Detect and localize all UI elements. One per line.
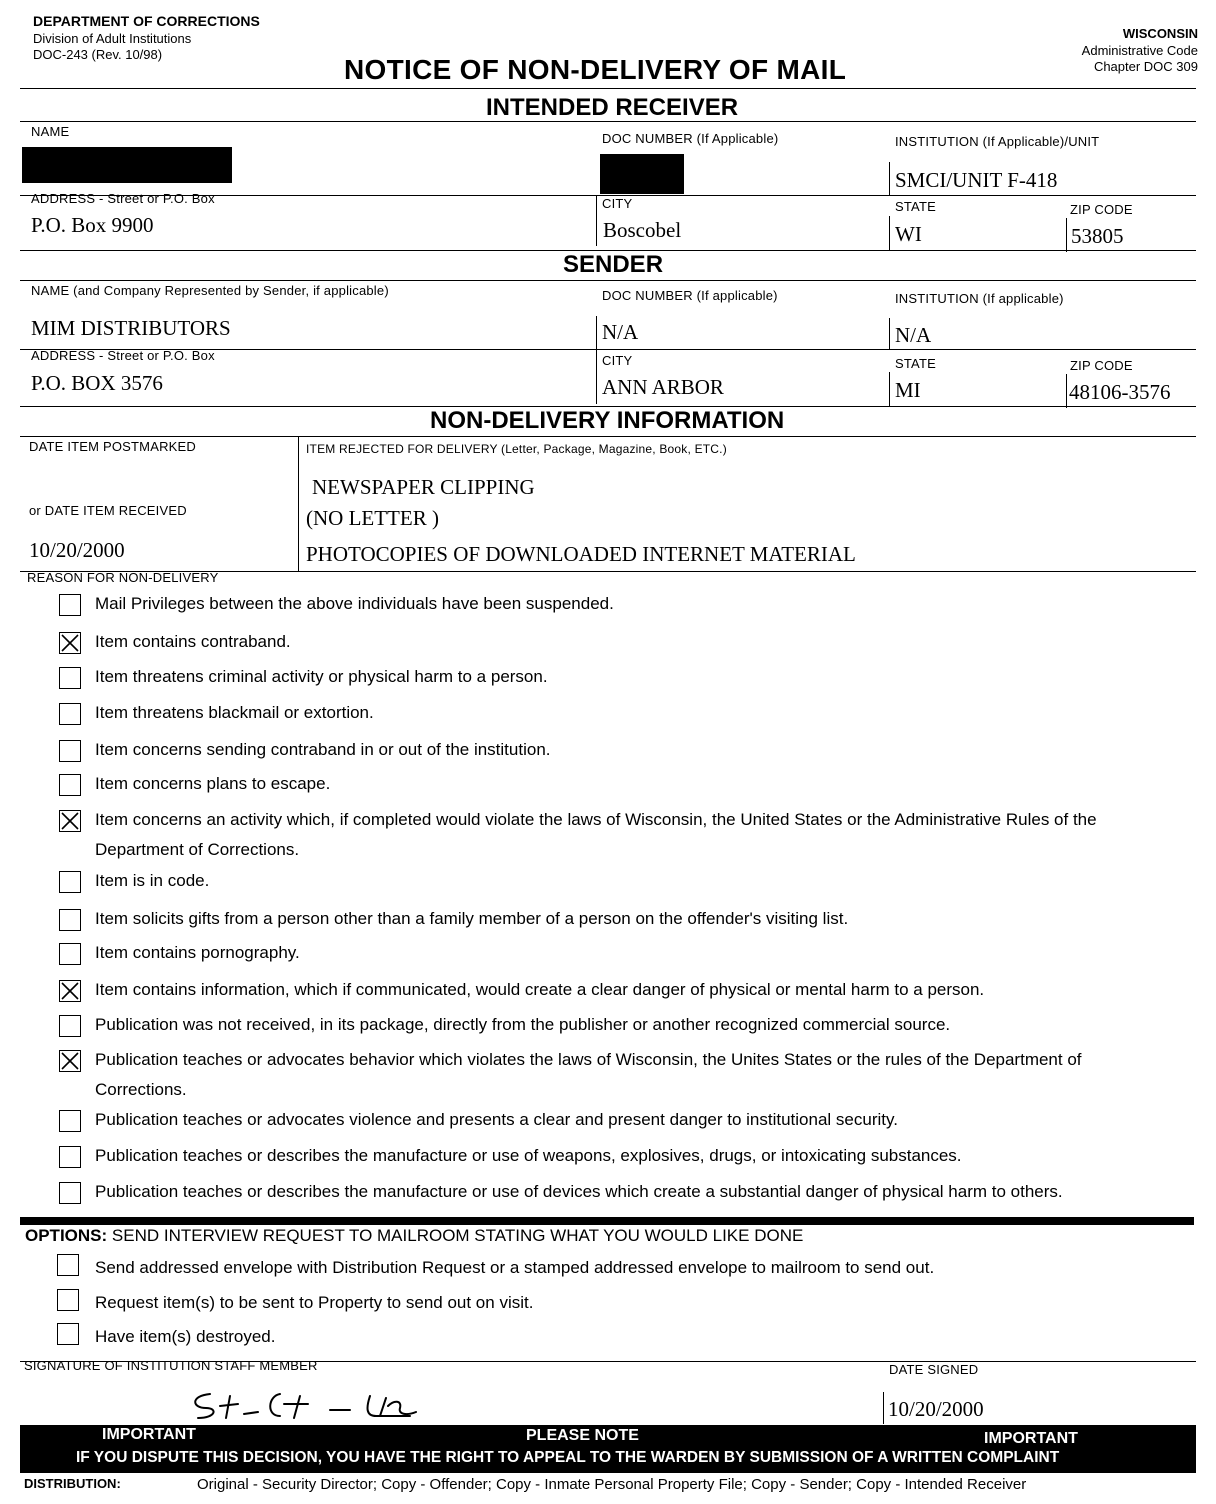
divider — [20, 121, 1196, 122]
reason-label: REASON FOR NON-DELIVERY — [27, 570, 219, 585]
form-number: DOC-243 (Rev. 10/98) — [33, 47, 163, 62]
code-chapter: Chapter DOC 309 — [1093, 59, 1198, 74]
sender-city-value: ANN ARBOR — [602, 375, 724, 399]
important-right-label: IMPORTANT — [984, 1430, 1078, 1447]
receiver-name-label: NAME — [31, 124, 70, 139]
checked-checkbox[interactable] — [59, 632, 81, 654]
divider — [20, 88, 1196, 89]
receiver-section-title: INTENDED RECEIVER — [486, 94, 739, 121]
receiver-address-label: ADDRESS - Street or P.O. Box — [31, 191, 215, 206]
reason-text: Item threatens blackmail or extortion. — [95, 703, 374, 722]
sender-state-label: STATE — [895, 356, 936, 371]
sender-name-label: NAME (and Company Represented by Sender, if applicable) — [31, 283, 389, 298]
reason-text: Item contains contraband. — [95, 632, 291, 651]
date-signed-value: 10/20/2000 — [888, 1397, 984, 1421]
checkbox[interactable] — [59, 909, 81, 931]
handwritten-signature — [180, 1386, 480, 1426]
reason-text: Item solicits gifts from a person other than a family member of a person on the offender's visiting list. — [95, 909, 849, 928]
options-heading — [25, 1226, 803, 1246]
receiver-state-label: STATE — [895, 199, 936, 214]
appeal-notice: IF YOU DISPUTE THIS DECISION, YOU HAVE THE RIGHT TO APPEAL TO THE WARDEN BY SUBMISSION OF A WRITTEN COMPLAINT — [76, 1449, 1060, 1466]
sender-doc-label: DOC NUMBER (If applicable) — [602, 288, 778, 303]
division-name: Division of Adult Institutions — [33, 31, 192, 46]
checkbox[interactable] — [59, 594, 81, 616]
checked-checkbox[interactable] — [59, 980, 81, 1002]
checkbox[interactable] — [59, 740, 81, 762]
received-date-value: 10/20/2000 — [29, 538, 125, 562]
redacted-doc-number — [600, 154, 684, 194]
date-signed-label: DATE SIGNED — [889, 1362, 979, 1377]
sender-name-value: MIM DISTRIBUTORS — [31, 316, 231, 340]
option-text: Send addressed envelope with Distribution Request or a stamped addressed envelope to mailroom to send out. — [95, 1258, 935, 1277]
receiver-zip-value: 53805 — [1071, 224, 1124, 248]
checkbox[interactable] — [59, 1110, 81, 1132]
reason-text: Publication teaches or describes the manufacture or use of devices which create a substantial danger of physical harm to others. — [95, 1182, 1063, 1201]
checkbox[interactable] — [59, 1015, 81, 1037]
please-note-label: PLEASE NOTE — [526, 1427, 639, 1444]
reason-text-continued: Corrections. — [95, 1080, 187, 1099]
important-notice-bar — [20, 1425, 1196, 1473]
reason-text: Publication teaches or describes the manufacture or use of weapons, explosives, drugs, or intoxicating substances. — [95, 1146, 962, 1165]
received-label: or DATE ITEM RECEIVED — [29, 503, 187, 518]
divider — [1066, 218, 1067, 252]
reason-text: Item threatens criminal activity or physical harm to a person. — [95, 667, 548, 686]
sender-address-value: P.O. BOX 3576 — [31, 371, 163, 395]
checkbox[interactable] — [59, 1182, 81, 1204]
reason-text: Item concerns plans to escape. — [95, 774, 331, 793]
checkbox[interactable] — [59, 1146, 81, 1168]
state-name: WISCONSIN — [1122, 26, 1198, 41]
sender-zip-label: ZIP CODE — [1070, 358, 1133, 373]
sender-zip-value: 48106-3576 — [1069, 380, 1171, 404]
checkbox[interactable] — [59, 774, 81, 796]
page-title: NOTICE OF NON-DELIVERY OF MAIL — [344, 54, 847, 85]
reason-text-continued: Department of Corrections. — [95, 840, 300, 859]
distribution-text: Original - Security Director; Copy - Offender; Copy - Inmate Personal Property File; Copy - Sender; Copy - Intended Receiver — [197, 1476, 1027, 1493]
option-text: Request item(s) to be sent to Property to send out on visit. — [95, 1293, 534, 1312]
reason-text: Item concerns an activity which, if completed would violate the laws of Wisconsin, the United States or the Administrative Rules of the — [95, 810, 1097, 829]
sender-state-value: MI — [895, 378, 921, 402]
checkbox[interactable] — [57, 1254, 79, 1276]
item-rejected-label: ITEM REJECTED FOR DELIVERY (Letter, Package, Magazine, Book, ETC.) — [306, 442, 727, 456]
reason-text: Publication was not received, in its package, directly from the publisher or another recognized commercial source. — [95, 1015, 951, 1034]
admin-code: Administrative Code — [1081, 43, 1198, 58]
divider — [596, 196, 597, 246]
department-name: DEPARTMENT OF CORRECTIONS — [33, 13, 260, 29]
item-line-1: NEWSPAPER CLIPPING — [312, 475, 535, 499]
receiver-zip-label: ZIP CODE — [1070, 202, 1133, 217]
options-heading-bold: OPTIONS: — [25, 1226, 108, 1245]
sender-city-label: CITY — [602, 353, 633, 368]
distribution-label: DISTRIBUTION: — [24, 1476, 121, 1491]
receiver-city-value: Boscobel — [603, 218, 682, 242]
reason-text: Item is in code. — [95, 871, 210, 890]
reason-text: Publication teaches or advocates behavior which violates the laws of Wisconsin, the Unites States or the rules of the Department of — [95, 1050, 1082, 1069]
options-heading-text: SEND INTERVIEW REQUEST TO MAILROOM STATING WHAT YOU WOULD LIKE DONE — [107, 1226, 804, 1245]
sender-address-label: ADDRESS - Street or P.O. Box — [31, 348, 215, 363]
reason-text: Item contains information, which if communicated, would create a clear danger of physical or mental harm to a person. — [95, 980, 985, 999]
item-line-3: PHOTOCOPIES OF DOWNLOADED INTERNET MATERIAL — [306, 542, 856, 566]
postmarked-label: DATE ITEM POSTMARKED — [29, 439, 196, 454]
receiver-institution-label: INSTITUTION (If Applicable)/UNIT — [895, 134, 1100, 149]
signature-label: SIGNATURE OF INSTITUTION STAFF MEMBER — [24, 1358, 318, 1373]
divider — [883, 1392, 884, 1424]
divider — [889, 372, 890, 406]
checkbox[interactable] — [57, 1323, 79, 1345]
sender-institution-label: INSTITUTION (If applicable) — [895, 291, 1064, 306]
divider — [596, 316, 597, 350]
divider — [298, 437, 299, 571]
checked-checkbox[interactable] — [59, 1050, 81, 1072]
receiver-address-value: P.O. Box 9900 — [31, 213, 154, 237]
reason-text: Item concerns sending contraband in or out of the institution. — [95, 740, 551, 759]
divider — [20, 280, 1196, 281]
reason-text: Mail Privileges between the above individuals have been suspended. — [95, 594, 614, 613]
checkbox[interactable] — [59, 943, 81, 965]
receiver-city-label: CITY — [602, 196, 633, 211]
redacted-receiver-name — [22, 147, 232, 183]
reason-text: Publication teaches or advocates violence and presents a clear and present danger to institutional security. — [95, 1110, 898, 1129]
receiver-institution-value: SMCI/UNIT F-418 — [895, 168, 1058, 192]
important-left-label: IMPORTANT — [102, 1426, 196, 1443]
receiver-state-value: WI — [895, 222, 922, 246]
reason-text: Item contains pornography. — [95, 943, 300, 962]
nondelivery-section-title: NON-DELIVERY INFORMATION — [430, 407, 785, 434]
checkbox[interactable] — [59, 667, 81, 689]
checked-checkbox[interactable] — [59, 810, 81, 832]
x-mark-icon — [60, 811, 80, 831]
divider — [1066, 374, 1067, 408]
x-mark-icon — [60, 1051, 80, 1071]
divider — [889, 318, 890, 350]
divider — [596, 350, 597, 404]
option-text: Have item(s) destroyed. — [95, 1327, 276, 1346]
divider — [889, 216, 890, 250]
divider — [20, 436, 1196, 437]
checkbox[interactable] — [59, 871, 81, 893]
divider — [889, 162, 890, 196]
sender-section-title: SENDER — [563, 251, 664, 278]
receiver-doc-label: DOC NUMBER (If Applicable) — [602, 131, 779, 146]
checkbox[interactable] — [57, 1289, 79, 1311]
item-line-2: (NO LETTER ) — [306, 506, 439, 530]
x-mark-icon — [60, 981, 80, 1001]
sender-doc-value: N/A — [602, 320, 639, 344]
checkbox[interactable] — [59, 703, 81, 725]
sender-institution-value: N/A — [895, 323, 932, 347]
thick-divider — [20, 1217, 1194, 1225]
x-mark-icon — [60, 633, 80, 653]
